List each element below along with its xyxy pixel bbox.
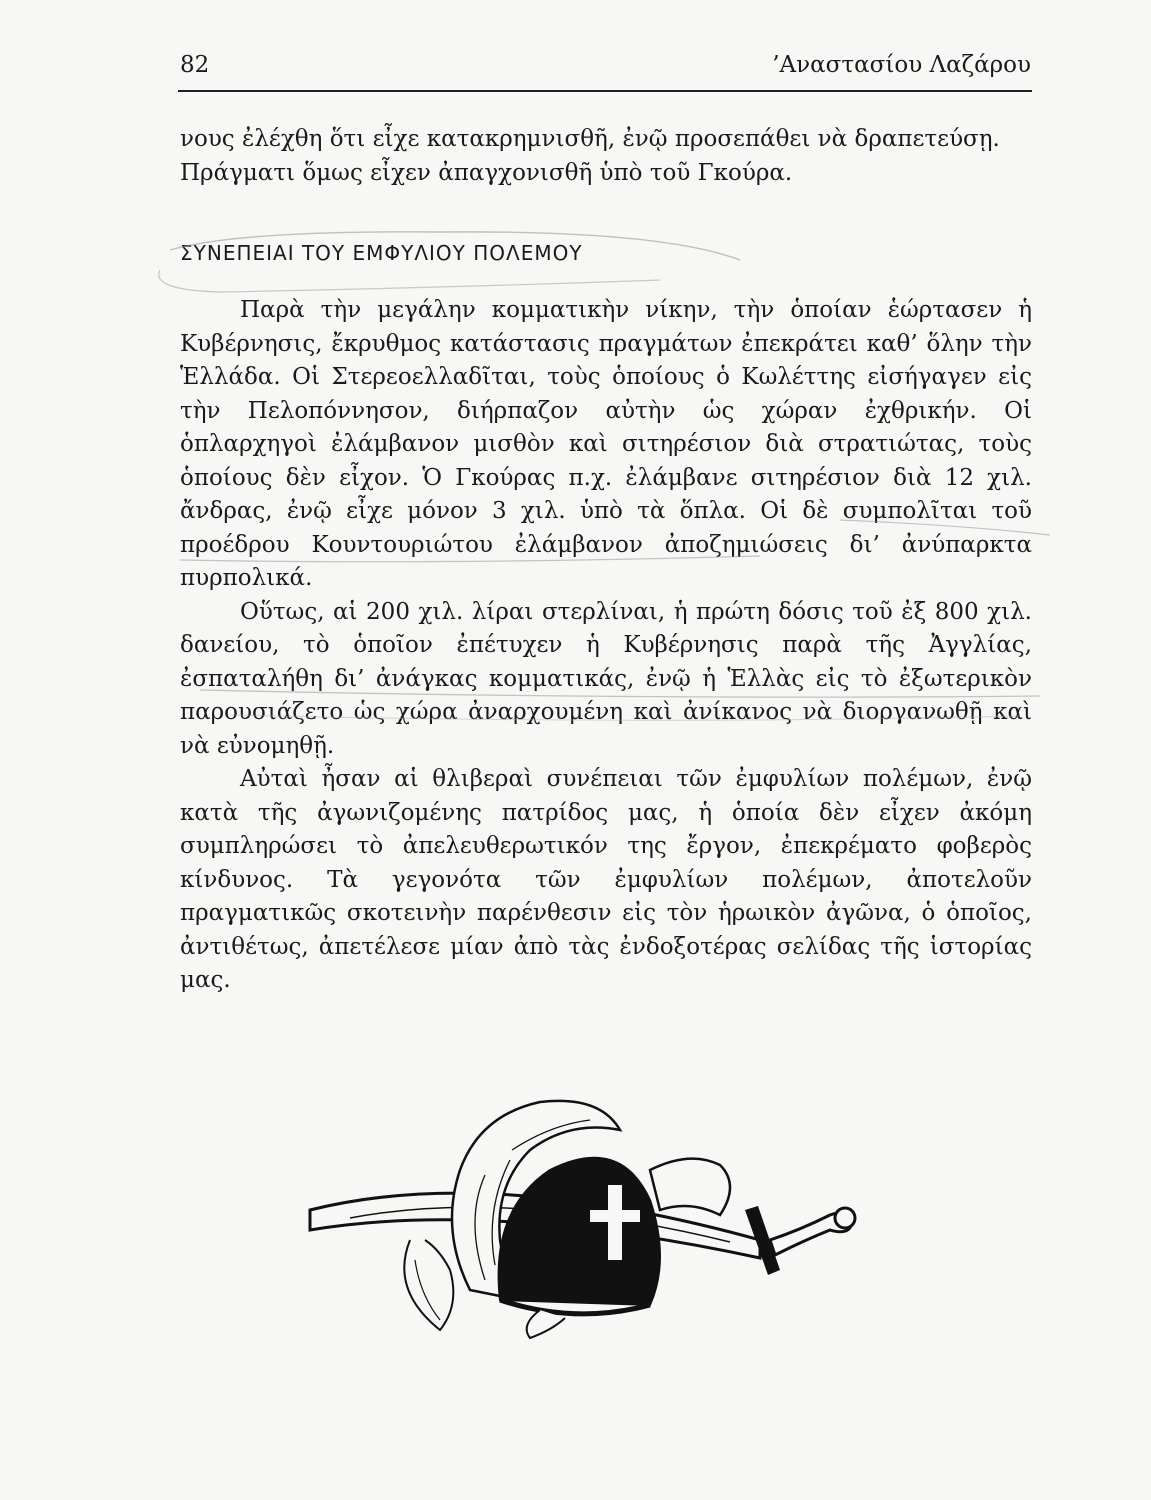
opening-line-2: Πράγματι ὅμως εἶχεν ἀπαγχονισθῆ ὑπὸ τοῦ Γκούρα. <box>180 159 793 186</box>
page-body <box>180 123 1032 998</box>
section-heading: ΣΥΝΕΠΕΙΑΙ ΤΟΥ ΕΜΦΥΛΙΟΥ ΠΟΛΕΜΟΥ <box>180 241 583 265</box>
paragraph-3: Αὐταὶ ἦσαν αἱ θλιβεραὶ συνέπειαι τῶν ἐμφυλίων πολέμων, ἐνῷ κατὰ τῆς ἀγωνιζομένης πατρίδος μας, ἡ ὁποία δὲν εἶχεν ἀκόμη συμπληρώσει τὸ ἀπελευθερωτικόν της ἔργον, ἐπεκρέματο φοβερὸς κίνδυνος. Τὰ γεγονότα τῶν ἐμφυλίων πολέμων, ἀποτελοῦν πραγματικῶς σκοτεινὴν παρένθεσιν εἰς τὸν ἡρωικὸν ἀγῶνα, ὁ ὁποῖος, ἀντιθέτως, ἀπετέλεσε μίαν ἀπὸ τὰς ἐνδοξοτέρας σελίδας τῆς ἱστορίας μας. <box>180 766 1032 993</box>
header-rule <box>178 90 1032 92</box>
helmet-sword-ornament <box>290 1090 860 1340</box>
paragraph-2: Οὕτως, αἱ 200 χιλ. λίραι στερλίναι, ἡ πρώτη δόσις τοῦ ἐξ 800 χιλ. δανείου, τὸ ὁποῖον ἐπέτυχεν ἡ Κυβέρνησις παρὰ τῆς Ἀγγλίας, ἐσπαταλήθη δι’ ἀνάγκας κομματικάς, ἐνῷ ἡ Ἑλλὰς εἰς τὸ ἐξωτερικὸν παρουσιάζετο ὡς χώρα ἀναρχουμένη καὶ ἀνίκανος νὰ διοργανωθῇ καὶ νὰ εὐνομηθῇ. <box>180 598 1032 759</box>
page-header <box>180 52 1031 92</box>
helmet-icon <box>499 1158 660 1305</box>
opening-line-1: νους ἐλέχθη ὅτι εἶχε κατακρημνισθῆ, ἐνῷ προσεπάθει νὰ δραπετεύσῃ. <box>180 126 1000 152</box>
running-head: ’Αναστασίου Λαζάρου <box>772 52 1031 78</box>
paragraph-1: Παρὰ τὴν μεγάλην κομματικὴν νίκην, τὴν ὁποίαν ἑώρτασεν ἡ Κυβέρνησις, ἔκρυθμος κατάστασις πραγμάτων ἐπεκράτει καθ’ ὅλην τὴν Ἑλλάδα. Οἱ Στερεοελλαδῖται, τοὺς ὁποίους ὁ Κωλέττης εἰσήγαγεν εἰς τὴν Πελοπόννησον, διήρπαζον αὐτὴν ὡς χώραν ἐχθρικήν. Οἱ ὁπλαρχηγοὶ ἐλάμβανον μισθὸν καὶ σιτηρέσιον διὰ στρατιώτας, τοὺς ὁποίους δὲν εἶχον. Ὁ Γκούρας π.χ. ἐλάμβανε σιτηρέσιον διὰ 12 χιλ. ἄνδρας, ἐνῷ εἶχε μόνον 3 χιλ. ὑπὸ τὰ ὅπλα. Οἱ δὲ συμπολῖται τοῦ προέδρου Κουντουριώτου ἐλάμβανον ἀποζημιώσεις δι’ ἀνύπαρκτα πυρπολικά. <box>180 297 1032 591</box>
page-number: 82 <box>180 52 210 78</box>
